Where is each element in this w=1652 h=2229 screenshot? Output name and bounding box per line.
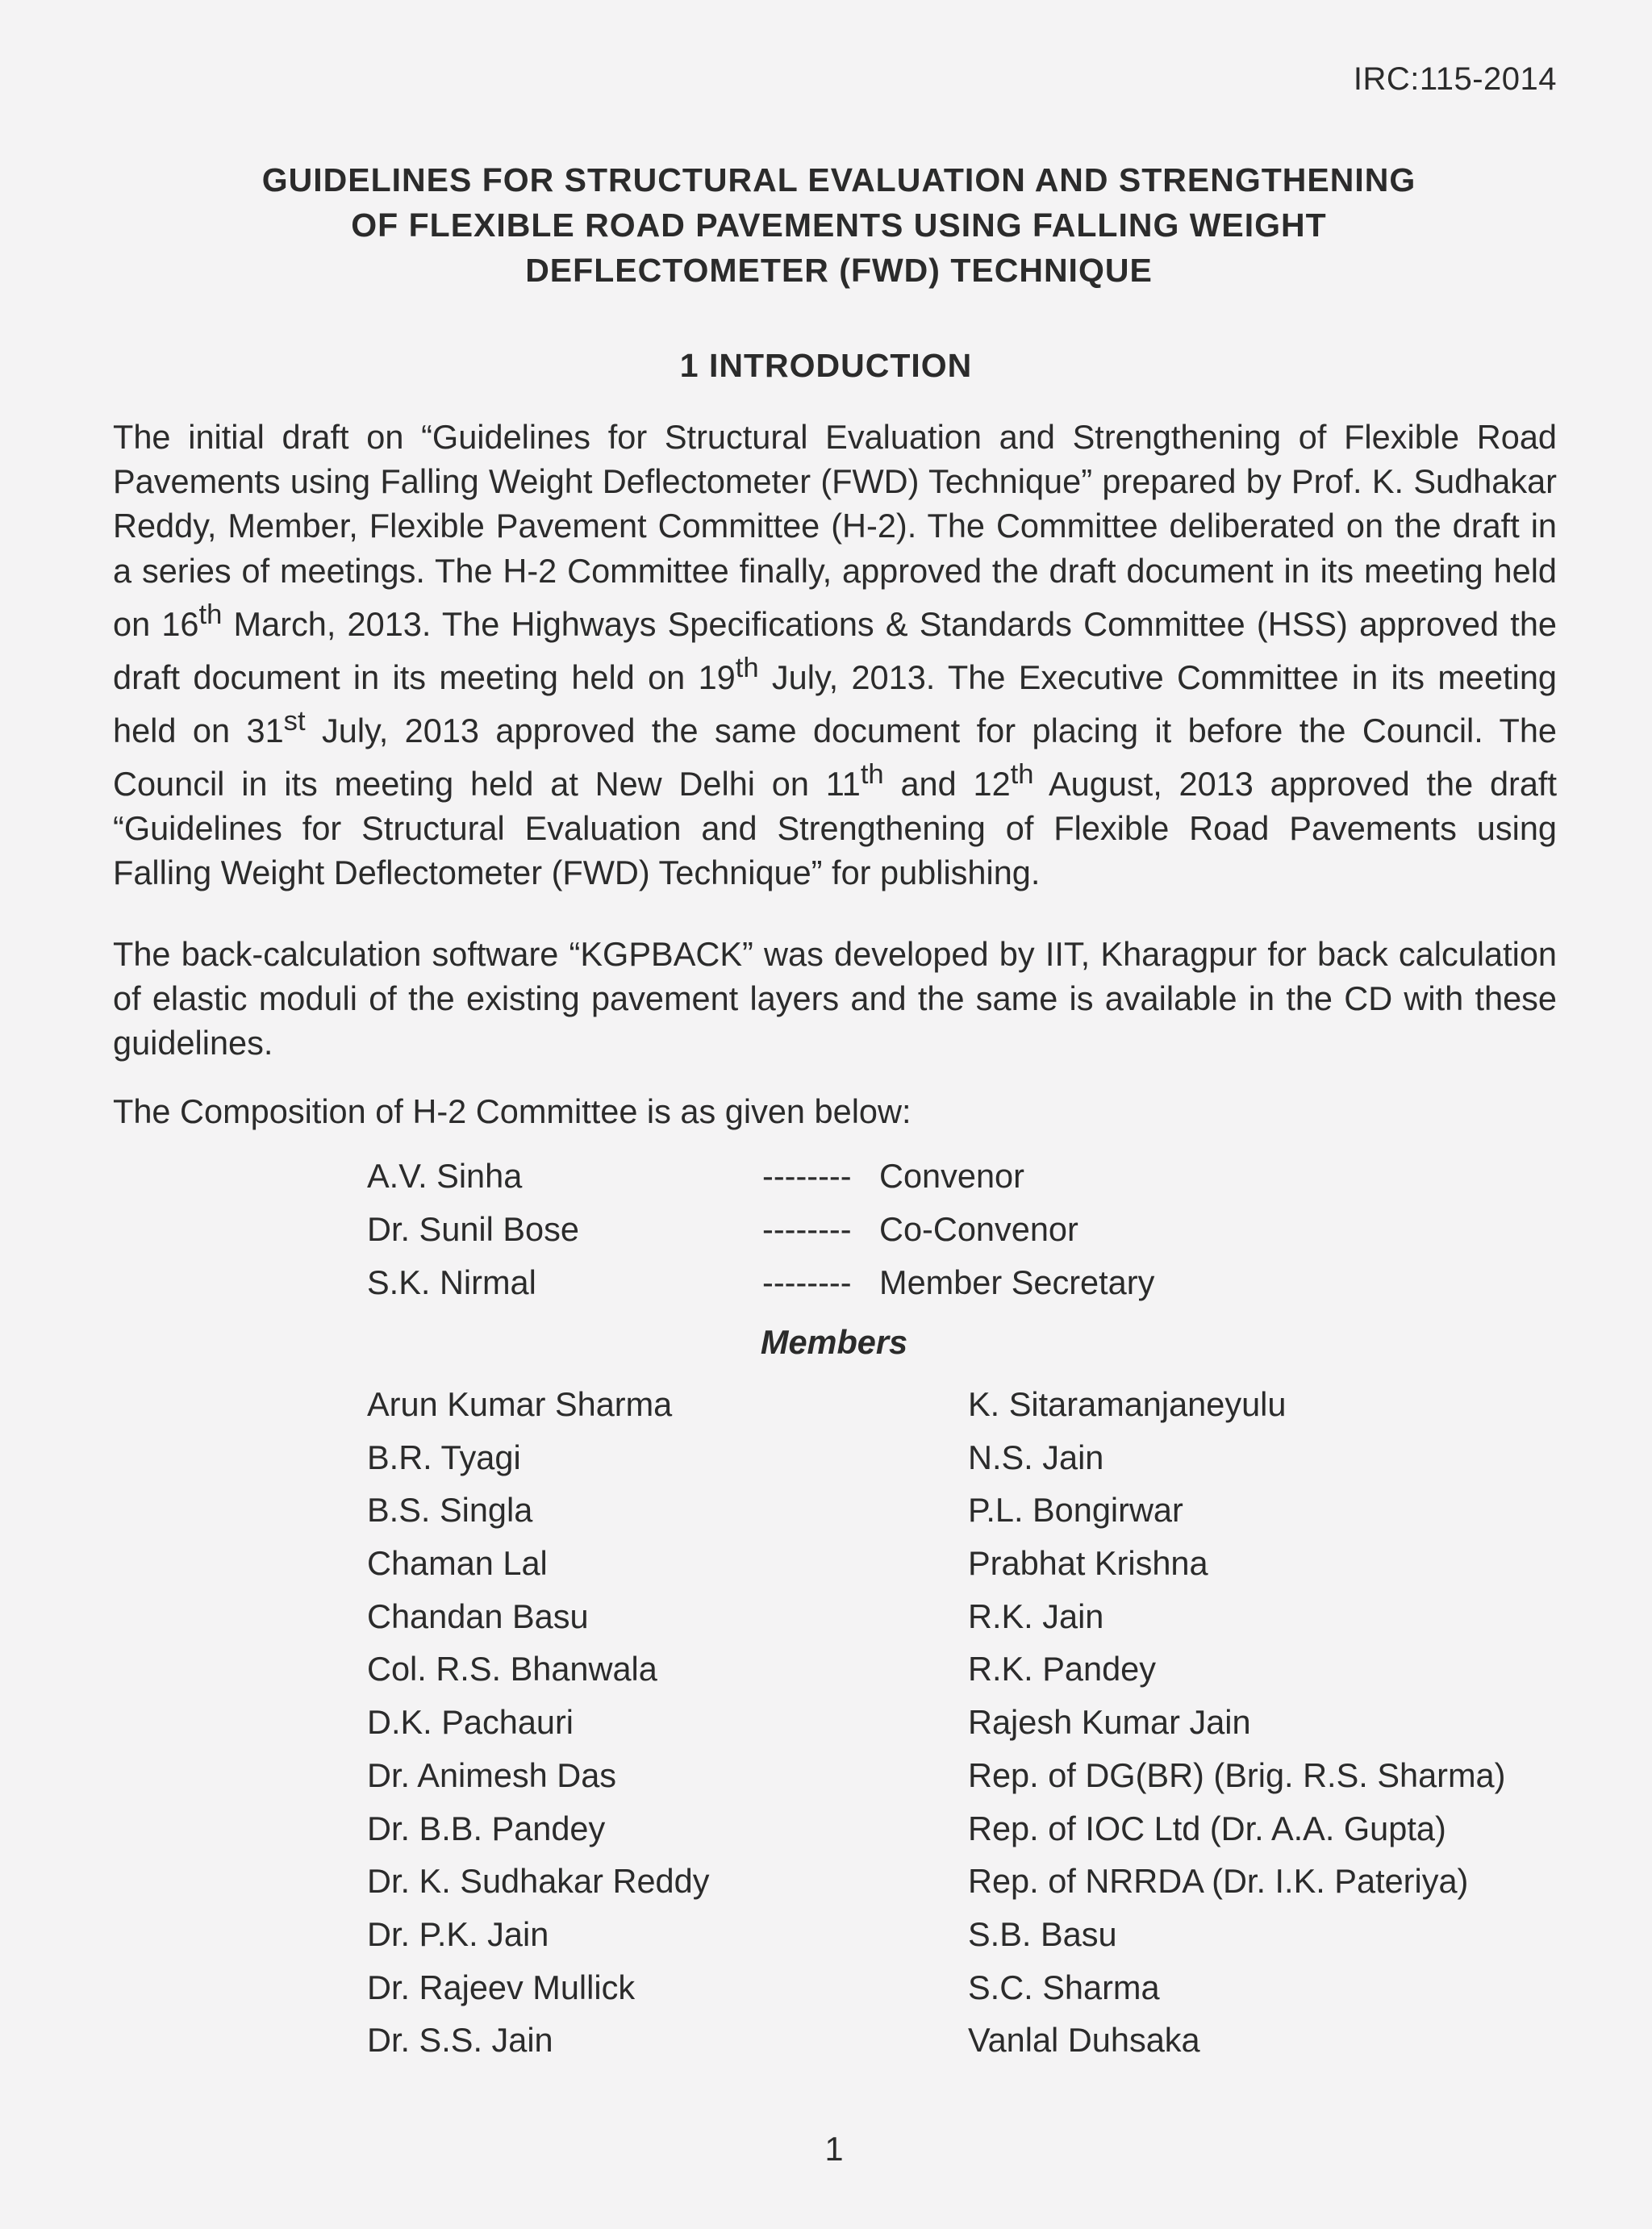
member-name: Rep. of DG(BR) (Brig. R.S. Sharma) (968, 1755, 1506, 1794)
officer-dash: -------- (762, 1157, 852, 1195)
para1-sup-5: th (1010, 758, 1034, 790)
officer-dash: -------- (762, 1210, 852, 1248)
member-name: B.R. Tyagi (367, 1438, 521, 1476)
member-name: Dr. P.K. Jain (367, 1914, 549, 1953)
officer-name: A.V. Sinha (367, 1157, 523, 1195)
officer-name: S.K. Nirmal (367, 1263, 536, 1301)
officer-row (367, 1150, 1254, 1203)
member-name: Dr. K. Sudhakar Reddy (367, 1862, 710, 1901)
para1-text-e: and 12 (883, 764, 1011, 803)
officer-dash: -------- (762, 1263, 852, 1301)
member-name: Col. R.S. Bhanwala (367, 1650, 657, 1688)
member-name: S.B. Basu (968, 1914, 1117, 1953)
member-name: D.K. Pachauri (367, 1703, 574, 1742)
officer-name: Dr. Sunil Bose (367, 1210, 579, 1248)
members-heading: Members (760, 1323, 908, 1361)
member-name: P.L. Bongirwar (968, 1491, 1183, 1530)
member-name: R.K. Pandey (968, 1650, 1156, 1688)
member-name: R.K. Jain (968, 1597, 1104, 1635)
title-line-1: GUIDELINES FOR STRUCTURAL EVALUATION AND STRENGTHENING (261, 161, 1416, 198)
intro-paragraph-3: The Composition of H-2 Committee is as given below: (113, 1092, 912, 1130)
para1-text-d: July, 2013 approved the same document for placing it before the Council. The Council in its meeting held at New Delhi on 11 (113, 711, 1557, 803)
member-name: Prabhat Krishna (968, 1544, 1208, 1583)
member-name: Chaman Lal (367, 1544, 548, 1583)
para1-sup-1: th (198, 599, 223, 630)
para1-sup-3: st (283, 705, 306, 737)
officer-role: Convenor (879, 1157, 1024, 1195)
members-list-right (968, 1378, 1505, 2067)
para1-sup-2: th (735, 652, 759, 683)
member-name: Rep. of IOC Ltd (Dr. A.A. Gupta) (968, 1809, 1446, 1847)
member-name: Vanlal Duhsaka (968, 2021, 1200, 2060)
member-name: Dr. Rajeev Mullick (367, 1968, 636, 2006)
page-number: 1 (824, 2130, 844, 2168)
intro-paragraph-1 (113, 415, 1557, 895)
para1-text-c: July, 2013. The Executive Committee in its meeting held on 31 (113, 657, 1557, 749)
member-name: Dr. Animesh Das (367, 1755, 617, 1794)
members-list-left (367, 1378, 709, 2067)
officer-role: Co-Convenor (879, 1210, 1078, 1248)
para1-text-b: March, 2013. The Highways Specifications & Standards Committee (HSS) approved the draft document in its meeting held on 19 (113, 604, 1557, 696)
title-line-2: OF FLEXIBLE ROAD PAVEMENTS USING FALLING WEIGHT (351, 207, 1327, 244)
member-name: N.S. Jain (968, 1438, 1104, 1476)
member-name: Rep. of NRRDA (Dr. I.K. Pateriya) (968, 1862, 1469, 1901)
document-code: IRC:115-2014 (1353, 61, 1557, 97)
officer-row (367, 1256, 1254, 1309)
title-line-3: DEFLECTOMETER (FWD) TECHNIQUE (525, 252, 1153, 289)
member-name: Dr. S.S. Jain (367, 2021, 553, 2060)
intro-paragraph-2: The back-calculation software “KGPBACK” was developed by IIT, Kharagpur for back calculation of elastic moduli of the existing pavement layers and the same is available in the CD with these guidelines. (113, 935, 1557, 1062)
officer-row (367, 1203, 1254, 1256)
member-name: Rajesh Kumar Jain (968, 1703, 1251, 1742)
member-name: S.C. Sharma (968, 1968, 1160, 2006)
member-name: Dr. B.B. Pandey (367, 1809, 606, 1847)
member-name: K. Sitaramanjaneyulu (968, 1385, 1287, 1423)
para1-text-f: August, 2013 approved the draft “Guidelines for Structural Evaluation and Strengthening of Flexible Road Pavements using Falling Weight Deflectometer (FWD) Technique” for publishing. (113, 764, 1557, 892)
document-title (145, 157, 1533, 293)
officer-role: Member Secretary (879, 1263, 1155, 1301)
para1-text-a: The initial draft on “Guidelines for Structural Evaluation and Strengthening of Flexible Road Pavements using Falling Weight Deflectometer (FWD) Technique” prepared by Prof. K. Sudhakar Reddy, Member, Flexible Pavement Committee (H-2). The Committee deliberated on the draft in a series of meetings. The H-2 Committee finally, approved the draft document in its meeting held on 16 (113, 418, 1557, 643)
para1-sup-4: th (860, 758, 884, 790)
committee-officers (367, 1150, 1254, 1309)
member-name: Arun Kumar Sharma (367, 1385, 673, 1423)
section-heading: 1 INTRODUCTION (679, 347, 973, 384)
member-name: Chandan Basu (367, 1597, 589, 1635)
member-name: B.S. Singla (367, 1491, 533, 1530)
